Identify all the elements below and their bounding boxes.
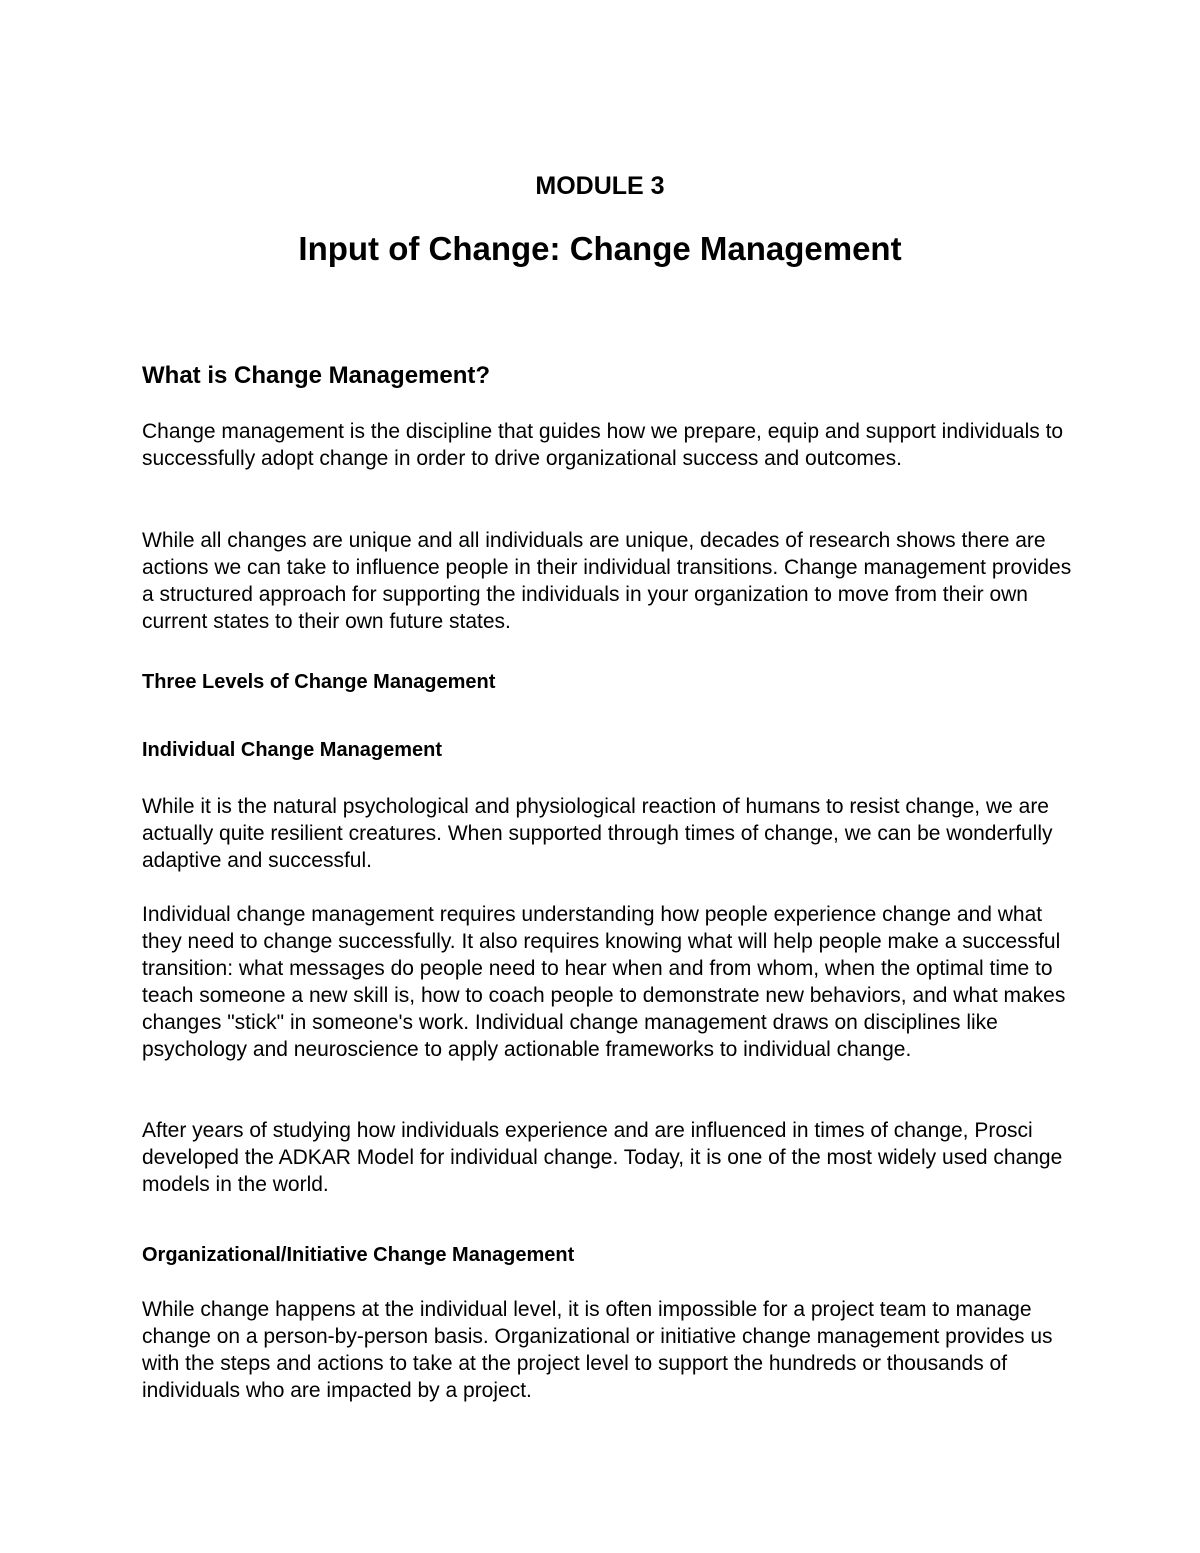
heading-what-is-change-management: What is Change Management?	[142, 362, 491, 389]
paragraph-individual-resilience: While it is the natural psychological and physiological reaction of humans to resist change, we are actually quite resilient creatures. When supported through times of change, we can be wonderfully adaptive and successful.	[142, 795, 1053, 872]
heading-individual-change-management: Individual Change Management	[142, 739, 443, 761]
paragraph-individual-requirements: Individual change management requires understanding how people experience change and what they need to change successfully. It also requires knowing what will help people make a successful transition: what messages do people need to hear when and from whom, when the optimal time to teach someone a new skill is, how to coach people to demonstrate new behaviors, and what makes changes "stick" in someone's work. Individual change management draws on disciplines like psychology and neuroscience to apply actionable frameworks to individual change.	[142, 903, 1066, 1061]
paragraph-organizational-level: While change happens at the individual level, it is often impossible for a project team to manage change on a person-by-person basis. Organizational or initiative change management provides us with the steps and actions to take at the project level to support the hundreds or thousands of individuals who are impacted by a project.	[142, 1298, 1053, 1402]
document-title: Input of Change: Change Management	[298, 230, 902, 267]
heading-organizational-change-management: Organizational/Initiative Change Management	[142, 1244, 575, 1266]
heading-three-levels: Three Levels of Change Management	[142, 671, 496, 693]
paragraph-definition: Change management is the discipline that guides how we prepare, equip and support individuals to successfully adopt change in order to drive organizational success and outcomes.	[142, 420, 1064, 470]
module-label: MODULE 3	[535, 172, 665, 200]
paragraph-adkar-model: After years of studying how individuals experience and are influenced in times of change, Prosci developed the ADKAR Model for individual change. Today, it is one of the most widely used change models in the world.	[142, 1119, 1063, 1196]
paragraph-unique-changes: While all changes are unique and all individuals are unique, decades of research shows there are actions we can take to influence people in their individual transitions. Change management provides a structured approach for supporting the individuals in your organization to move from their own current states to their own future states.	[142, 529, 1072, 633]
